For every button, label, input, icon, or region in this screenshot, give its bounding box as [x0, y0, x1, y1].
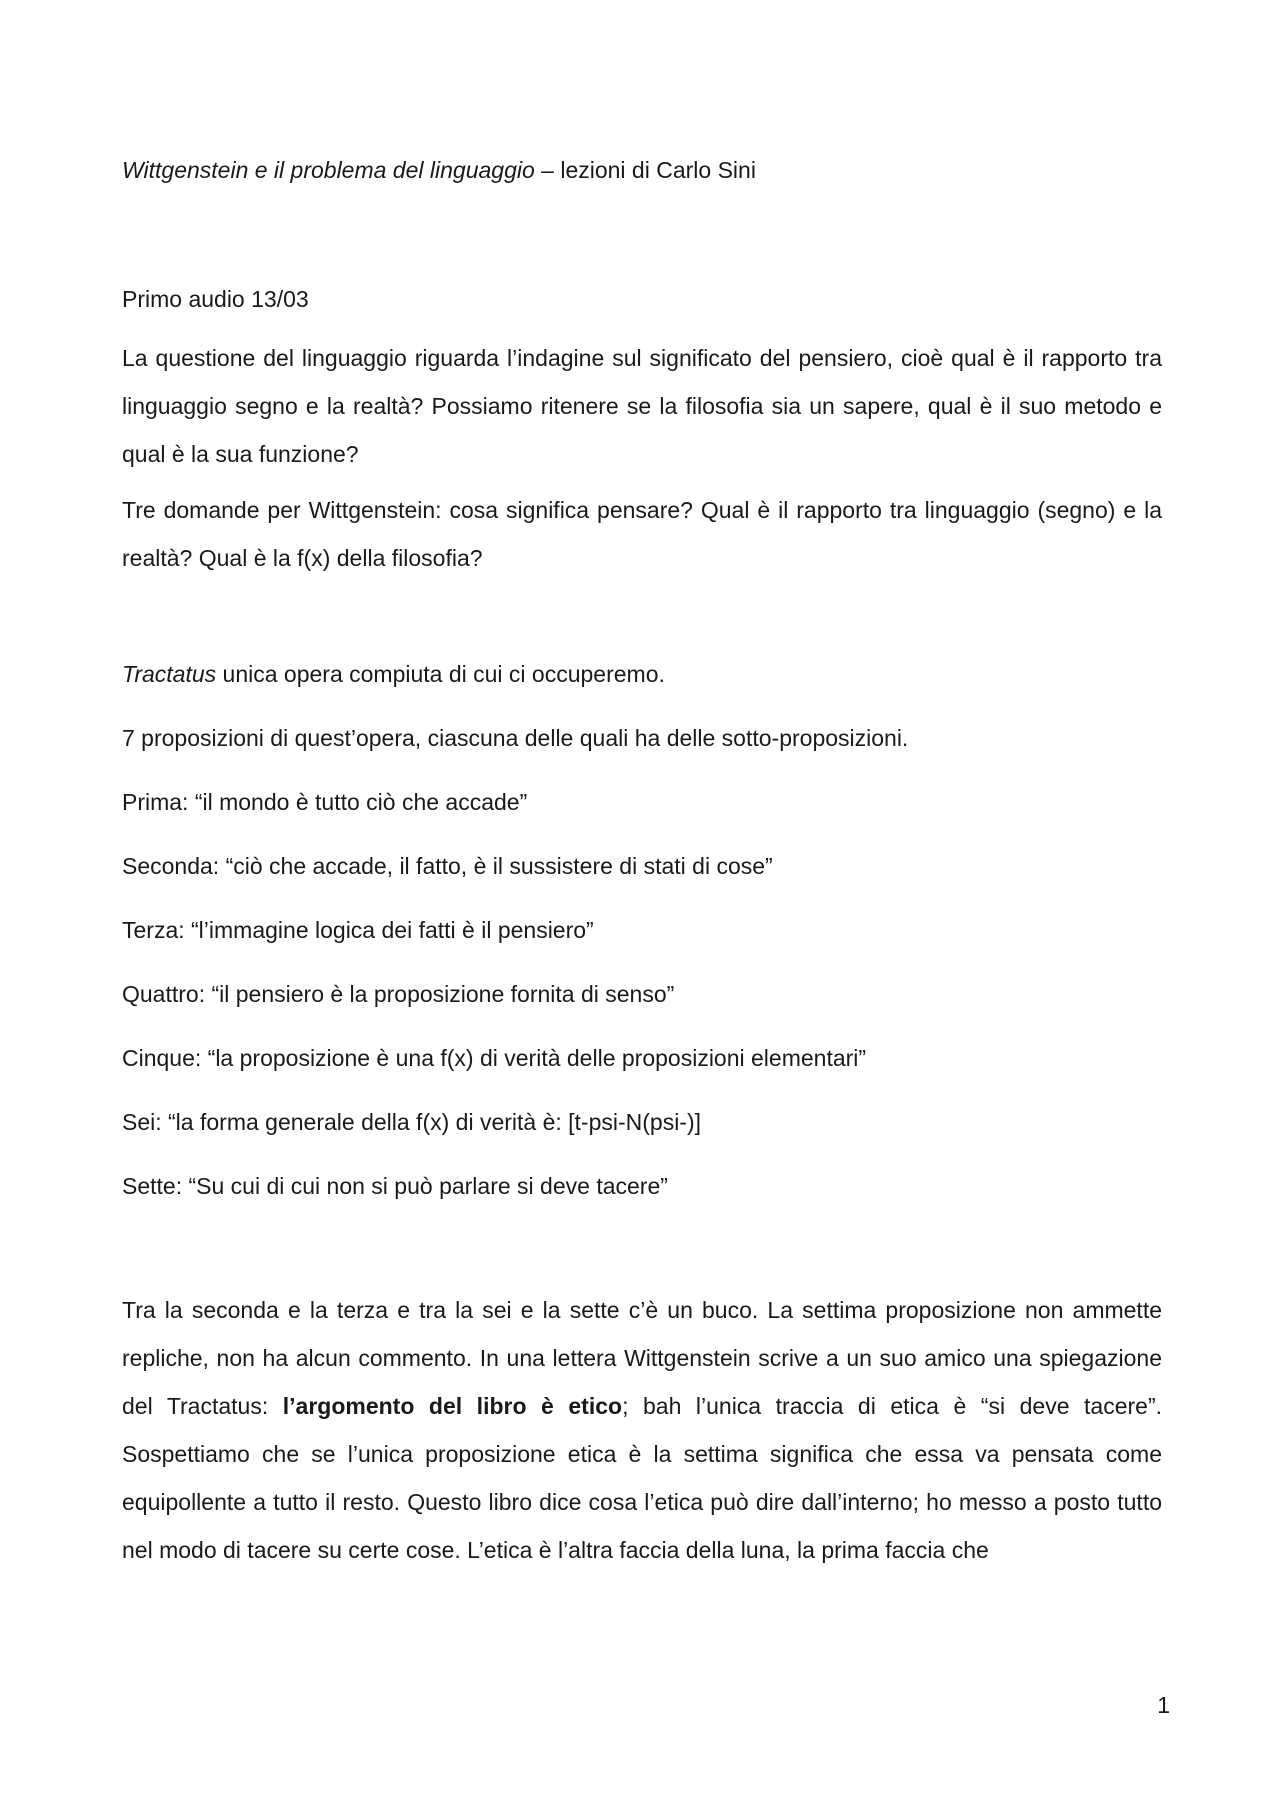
paragraph-3-after: ; bah l’unica traccia di etica è “si deve tacere”. Sospettiamo che se l’unica proposizione etica è la settima significa che essa va pensata come equipollente a tutto il resto. Questo libro dice cosa l’etica può dire dall’interno; ho messo a posto tutto nel modo di tacere su certe cose. L’etica è l’altra faccia della luna, la prima faccia che [122, 1393, 1162, 1563]
title-rest: – lezioni di Carlo Sini [534, 157, 756, 183]
proposition-3: Terza: “l’immagine logica dei fatti è il pensiero” [122, 917, 594, 943]
page-number: 1 [1157, 1692, 1170, 1718]
title-italic: Wittgenstein e il problema del linguaggio [122, 157, 535, 183]
paragraph-3 [122, 1286, 1162, 1574]
proposition-2: Seconda: “ciò che accade, il fatto, è il sussistere di stati di cose” [122, 853, 773, 879]
paragraph-3-before: Tra la seconda e la terza e tra la sei e la sette c’è un buco. La settima proposizione non ammette repliche, non ha alcun commento. In una lettera Wittgenstein scrive a un suo amico una spiegazione del Tractatus: [122, 1297, 1162, 1419]
proposition-6: Sei: “la forma generale della f(x) di verità è: [t-psi-N(psi-)] [122, 1109, 702, 1135]
paragraph-1: La questione del linguaggio riguarda l’indagine sul significato del pensiero, cioè qual è il rapporto tra linguaggio segno e la realtà? Possiamo ritenere se la filosofia sia un sapere, qual è il suo metodo e qual è la sua funzione? [122, 345, 1162, 467]
proposition-5: Cinque: “la proposizione è una f(x) di verità delle proposizioni elementari” [122, 1045, 867, 1071]
paragraph-3-bold: l’argomento del libro è etico [282, 1393, 623, 1419]
document-body [122, 150, 1162, 1574]
tractatus-rest: unica opera compiuta di cui ci occuperemo. [216, 661, 665, 687]
section-heading: Primo audio 13/03 [122, 286, 309, 312]
proposition-1: Prima: “il mondo è tutto ciò che accade” [122, 789, 528, 815]
proposition-4: Quattro: “il pensiero è la proposizione fornita di senso” [122, 981, 675, 1007]
tractatus-line [122, 654, 1162, 694]
document-title [122, 150, 1162, 190]
proposition-7: Sette: “Su cui di cui non si può parlare si deve tacere” [122, 1173, 668, 1199]
paragraph-2: Tre domande per Wittgenstein: cosa significa pensare? Qual è il rapporto tra linguaggio (segno) e la realtà? Qual è la f(x) della filosofia? [122, 497, 1162, 571]
seven-propositions-line: 7 proposizioni di quest’opera, ciascuna delle quali ha delle sotto-proposizioni. [122, 725, 909, 751]
propositions-list [122, 782, 1162, 1206]
tractatus-italic: Tractatus [122, 661, 217, 687]
